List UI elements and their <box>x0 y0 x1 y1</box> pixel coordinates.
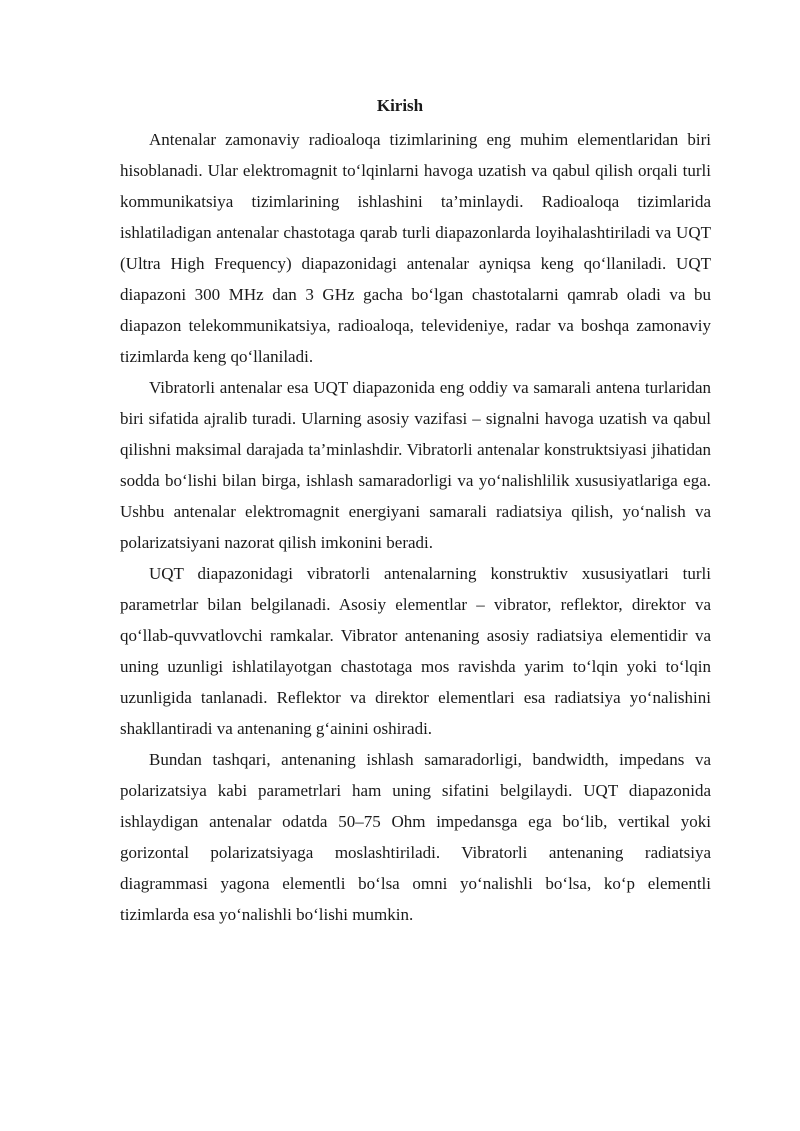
paragraph-4: Bundan tashqari, antenaning ishlash samaradorligi, bandwidth, impedans va polarizatsiya kabi parametrlari ham uning sifatini belgilaydi. UQT diapazonida ishlaydigan antenalar odatda 50–75 Ohm impedansga ega bo‘lib, vertikal yoki gorizontal polarizatsiyaga moslashtiriladi. Vibratorli antenaning radiatsiya diagrammasi yagona elementli bo‘lsa omni yo‘nalishli bo‘lsa, ko‘p elementli tizimlarda esa yo‘nalishli bo‘lishi mumkin. <box>120 750 711 924</box>
document-body <box>120 124 711 930</box>
paragraph-2: Vibratorli antenalar esa UQT diapazonida eng oddiy va samarali antena turlaridan biri sifatida ajralib turadi. Ularning asosiy vazifasi – signalni havoga uzatish va qabul qilishni maksimal darajada ta’minlashdir. Vibratorli antenalar konstruktsiyasi jihatidan sodda bo‘lishi bilan birga, ishlash samaradorligi va yo‘nalishlilik xususiyatlariga ega. Ushbu antenalar elektromagnit energiyani samarali radiatsiya qilish, yo‘nalish va polarizatsiyani nazorat qilish imkonini beradi. <box>120 378 711 552</box>
paragraph-3: UQT diapazonidagi vibratorli antenalarning konstruktiv xususiyatlari turli parametrlar bilan belgilanadi. Asosiy elementlar – vibrator, reflektor, direktor va qo‘llab-quvvatlovchi ramkalar. Vibrator antenaning asosiy radiatsiya elementidir va uning uzunligi ishlatilayotgan chastotaga mos ravishda yarim to‘lqin yoki to‘lqin uzunligida tanlanadi. Reflektor va direktor elementlari esa radiatsiya yo‘nalishini shakllantiradi va antenaning g‘ainini oshiradi. <box>120 564 711 738</box>
page-title: Kirish <box>376 96 424 115</box>
paragraph-1: Antenalar zamonaviy radioaloqa tizimlarining eng muhim elementlaridan biri hisoblanadi. Ular elektromagnit to‘lqinlarni havoga uzatish va qabul qilish orqali turli kommunikatsiya tizimlarining ishlashini ta’minlaydi. Radioaloqa tizimlarida ishlatiladigan antenalar chastotaga qarab turli diapazonlarda loyihalashtiriladi va UQT (Ultra High Frequency) diapazonidagi antenalar ayniqsa keng qo‘llaniladi. UQT diapazoni 300 MHz dan 3 GHz gacha bo‘lgan chastotalarni qamrab oladi va bu diapazon telekommunikatsiya, radioaloqa, televideniye, radar va boshqa zamonaviy tizimlarda keng qo‘llaniladi. <box>120 130 711 366</box>
